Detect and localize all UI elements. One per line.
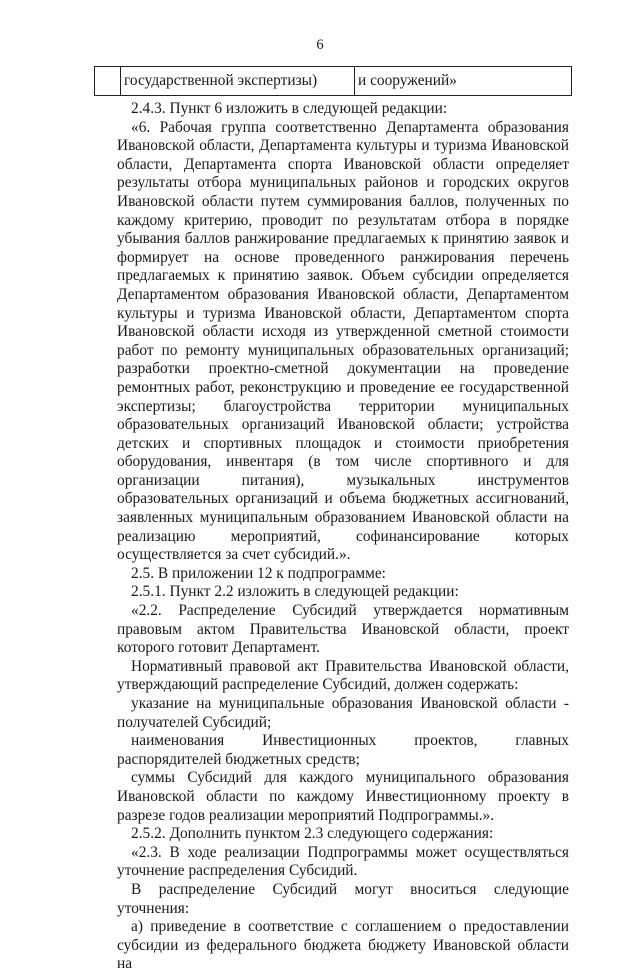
page-number: 6 xyxy=(316,37,324,53)
table-fragment xyxy=(94,66,572,96)
paragraph-clause-6: «6. Рабочая группа соответственно Департамента образования Ивановской области, Департамента культуры и туризма Ивановской области, Департамента спорта Ивановской области определяет результаты отбора муниципальных районов и городских округов Ивановской области путем суммирования баллов, полученных по каждому критерию, проводит по результатам отбора в порядке убывания баллов ранжирование предлагаемых к принятию заявок и формирует на основе проведенного ранжирования перечень предлагаемых к принятию заявок. Объем субсидии определяется Департаментом образования Ивановской области, Департаментом культуры и туризма Ивановской области, Департаментом спорта Ивановской области исходя из утвержденной сметной стоимости работ по ремонту муниципальных образовательных организаций; разработки проектно-сметной документации на проведение ремонтных работ, реконструкцию и проведение ее государственной экспертизы; благоустройства территории муниципальных образовательных организаций Ивановской области; устройства детских и спортивных площадок и стоимости приобретения оборудования, инвентаря (в том числе спортивного и для организации питания), музыкальных инструментов образовательных организаций и объема бюджетных ассигнований, заявленных муниципальным образованием Ивановской области на реализацию мероприятий, софинансирование которых осуществляется за счет субсидий.». xyxy=(117,118,569,564)
paragraph-2-4-3: 2.4.3. Пункт 6 изложить в следующей редакции: xyxy=(131,100,448,117)
paragraph-subsidy-sums: суммы Субсидий для каждого муниципального образования Ивановской области по каждому Инвестиционному проекту в разрезе годов реализации мероприятий Подпрограммы.». xyxy=(117,769,569,824)
paragraph-clarifications: В распределение Субсидий могут вноситься следующие уточнения: xyxy=(117,880,569,917)
paragraph-2-5-2: 2.5.2. Дополнить пунктом 2.3 следующего содержания: xyxy=(131,825,494,843)
paragraph-2-5: 2.5. В приложении 12 к подпрограмме: xyxy=(131,564,386,582)
paragraph-clause-2-3: «2.3. В ходе реализации Подпрограммы может осуществляться уточнение распределения Субсидий. xyxy=(117,843,569,880)
paragraph-project-names: наименования Инвестиционных проектов, главных распорядителей бюджетных средств; xyxy=(117,732,569,768)
table-cell: и сооружений» xyxy=(355,67,572,96)
table-cell: государственной экспертизы) xyxy=(121,67,355,96)
paragraph-item-a: а) приведение в соответствие с соглашением о предоставлении субсидии из федерального бюджета бюджету Ивановской области на xyxy=(117,918,569,973)
table-cell xyxy=(95,67,121,96)
table-row xyxy=(95,67,572,96)
paragraph-recipients: указание на муниципальные образования Ивановской области - получателей Субсидий; xyxy=(117,695,569,731)
paragraph-clause-2-2: «2.2. Распределение Субсидий утверждается нормативным правовым актом Правительства Ивановской области, проект которого готовит Департамент. xyxy=(117,602,569,657)
document-body xyxy=(117,100,569,974)
paragraph-normative-act: Нормативный правовой акт Правительства Ивановской области, утверждающий распределение Субсидий, должен содержать: xyxy=(117,657,569,694)
paragraph-2-5-1: 2.5.1. Пункт 2.2 изложить в следующей редакции: xyxy=(131,583,459,601)
